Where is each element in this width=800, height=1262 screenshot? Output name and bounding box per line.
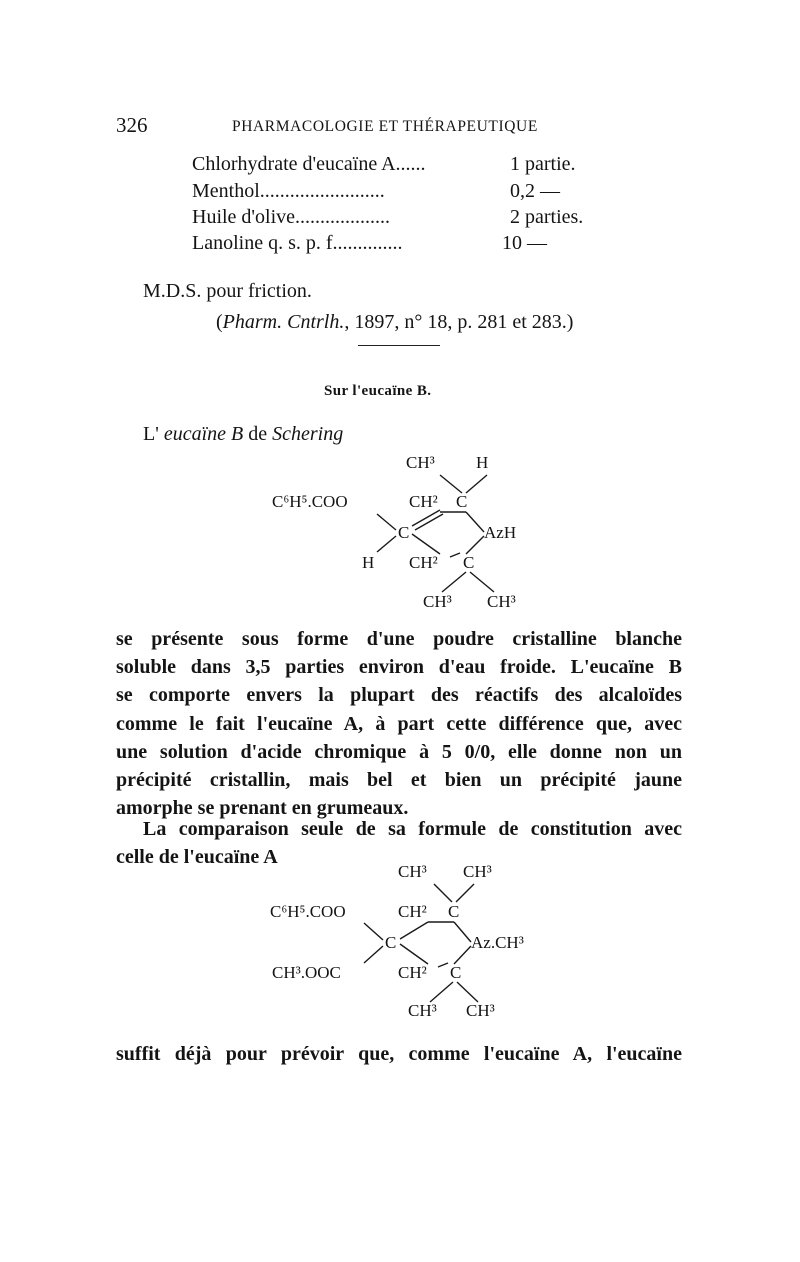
formula-a-bond (454, 946, 471, 964)
formula-a-ch3-bottom-right: CH³ (466, 1001, 495, 1020)
formula-b-h-top: H (476, 453, 489, 472)
paragraph-3 (116, 1040, 682, 1068)
formula-b-ester: C⁶H⁵.COO (272, 492, 348, 511)
formula-a-bond (400, 944, 428, 964)
formula-b-c-center: C (398, 523, 410, 542)
paragraph-line: se comporte envers la plupart des réactifs des alcaloïdes (116, 684, 682, 707)
formula-a-ch2-bottom: CH² (398, 963, 427, 982)
formula-a-bond (438, 963, 448, 967)
paragraph-line: amorphe se prenant en grumeaux. (116, 797, 409, 820)
paragraph-line: La comparaison seule de sa formule de constitution avec (143, 818, 682, 840)
formula-b-bond (450, 553, 460, 557)
formula-b-ch3-top: CH³ (406, 453, 435, 472)
paragraph-line: se présente sous forme d'une poudre cristalline blanche (116, 628, 682, 650)
formula-a-methyl-ester: CH³.OOC (272, 963, 341, 982)
eucaine-a-formula (0, 855, 800, 1035)
formula-b-bond (466, 536, 484, 554)
formula-b-bond (377, 514, 396, 530)
formula-a-ch3-bottom-left: CH³ (408, 1001, 437, 1020)
reference-open: ( (216, 311, 223, 333)
formula-a-bond (457, 982, 478, 1002)
paragraph-line: une solution d'acide chromique à 5 0/0, elle donne non un (116, 740, 682, 763)
formula-b-ch3-bottom-right: CH³ (487, 592, 516, 611)
paragraph-line: celle de l'eucaïne A (116, 846, 278, 869)
reference-journal: Pharm. Cntrlh. (222, 311, 345, 333)
reference-rest: , 1897, n° 18, p. 281 et 283.) (344, 311, 574, 333)
paragraph-line: précipité cristallin, mais bel et bien un précipité jaune (116, 769, 682, 792)
formula-b-ch2-top: CH² (409, 492, 438, 511)
formula-b-bond (442, 572, 466, 592)
formula-b-bond (440, 475, 462, 493)
prescription-qty: 2 parties. (510, 206, 584, 228)
eucaine-b-formula (0, 440, 800, 620)
formula-a-bond (430, 982, 453, 1002)
formula-a-ch2-top: CH² (398, 902, 427, 921)
paragraph-line: suffit déjà pour prévoir que, comme l'eucaïne A, l'eucaïne (116, 1043, 682, 1065)
prescription-qty: 10 — (502, 232, 547, 254)
formula-b-bond (377, 536, 396, 552)
formula-b-c-bottom: C (463, 553, 475, 572)
formula-a-ester: C⁶H⁵.COO (270, 902, 346, 921)
formula-b-c-top: C (456, 492, 468, 511)
formula-b-bond (470, 572, 494, 592)
formula-a-bond (400, 922, 428, 939)
formula-b-h-left: H (362, 553, 375, 572)
formula-b-ch2-bottom: CH² (409, 553, 438, 572)
section-divider (358, 345, 440, 346)
formula-a-azch3: Az.CH³ (471, 933, 524, 952)
formula-a-bond (364, 946, 383, 963)
formula-a-c-bottom: C (450, 963, 462, 982)
prescription-name: Menthol......................... (192, 180, 385, 202)
formula-a-bond (364, 923, 383, 940)
formula-a-bond (434, 884, 452, 902)
intro-prefix: L' (143, 423, 159, 445)
prescription-name: Chlorhydrate d'eucaïne A...... (192, 153, 426, 175)
formula-a-bond (454, 922, 471, 942)
prescription-name: Lanoline q. s. p. f.............. (192, 232, 403, 254)
intro-compound: eucaïne B (163, 423, 244, 445)
formula-a-c-top: C (448, 902, 460, 921)
paragraph-line: soluble dans 3,5 parties environ d'eau froide. L'eucaïne B (116, 656, 682, 679)
mds-line: M.D.S. pour friction. (143, 280, 312, 302)
reference-citation (216, 311, 573, 334)
formula-a-bond (456, 884, 474, 902)
prescription-name: Huile d'olive................... (192, 206, 391, 228)
formula-b-ch3-bottom-left: CH³ (423, 592, 452, 611)
formula-b-bond (466, 512, 484, 532)
prescription-qty: 1 partie. (510, 153, 576, 175)
intro-maker: Schering (272, 423, 344, 445)
formula-b-bond (466, 475, 487, 493)
formula-a-ch3-top-left: CH³ (398, 862, 427, 881)
section-title: Sur l'eucaïne B. (324, 383, 432, 399)
intro-de: de (248, 423, 268, 445)
paragraph-line: comme le fait l'eucaïne A, à part cette différence que, avec (116, 712, 682, 735)
formula-b-bond (412, 534, 440, 554)
formula-a-ch3-top-right: CH³ (463, 862, 492, 881)
prescription-qty: 0,2 — (510, 180, 560, 202)
formula-a-c-center: C (385, 933, 397, 952)
running-title: PHARMACOLOGIE ET THÉRAPEUTIQUE (232, 118, 538, 135)
page-number: 326 (116, 113, 148, 137)
formula-b-azh: AzH (484, 523, 517, 542)
paragraph-1 (116, 625, 682, 822)
